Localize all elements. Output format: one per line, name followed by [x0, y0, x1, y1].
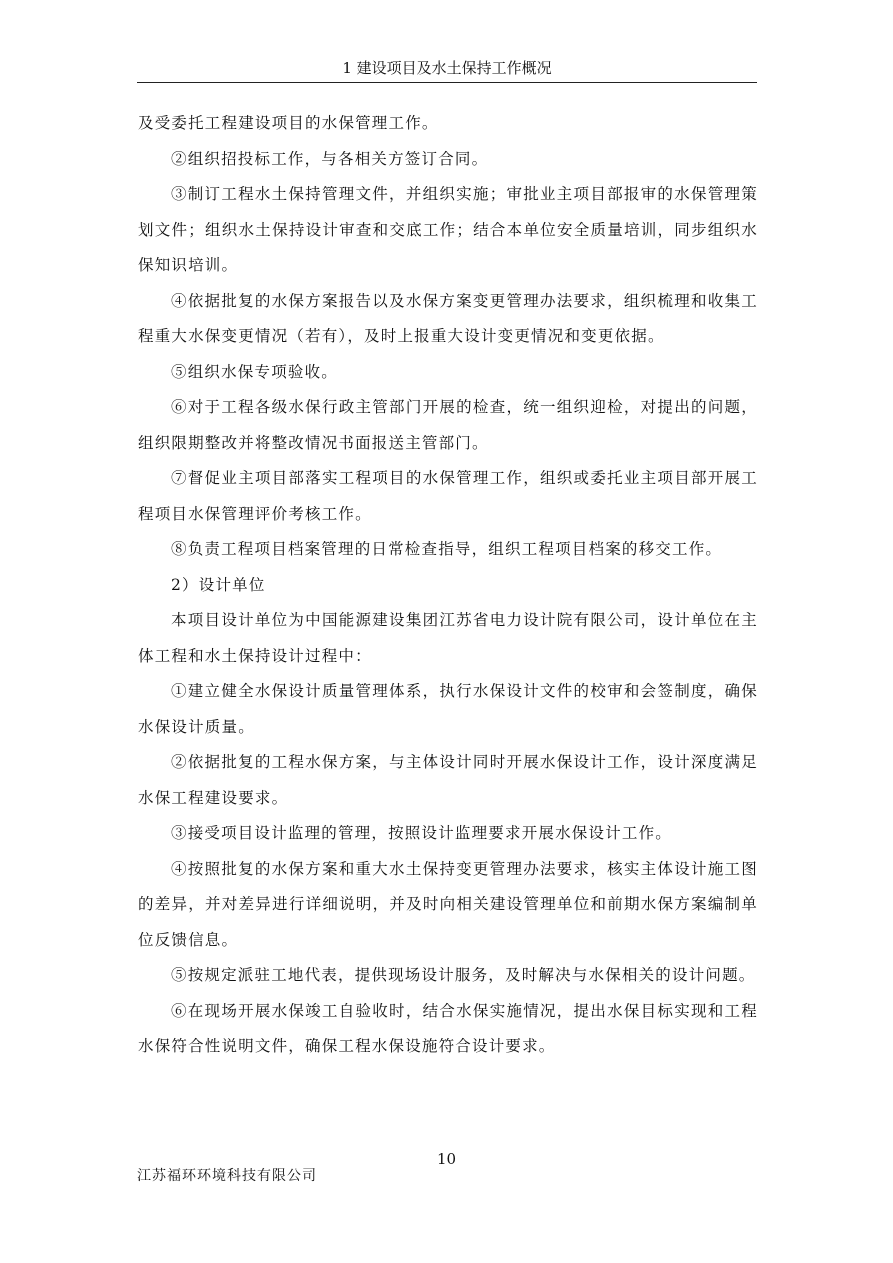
paragraph-design-item-2: ②依据批复的工程水保方案，与主体设计同时开展水保设计工作，设计深度满足水保工程建设要求。	[138, 753, 758, 807]
page-number: 10	[436, 1150, 457, 1168]
paragraph-item-5: ⑤组织水保专项验收。	[171, 362, 339, 381]
paragraph-continuation: 及受委托工程建设项目的水保管理工作。	[138, 114, 439, 132]
paragraph-design-item-1: ①建立健全水保设计质量管理体系，执行水保设计文件的校审和会签制度，确保水保设计质量。	[138, 682, 758, 736]
running-header: 1 建设项目及水土保持工作概况	[342, 59, 552, 77]
paragraph-item-6: ⑥对于工程各级水保行政主管部门开展的检查，统一组织迎检，对提出的问题，组织限期整改并将整改情况书面报送主管部门。	[138, 398, 758, 452]
paragraph-design-item-5: ⑤按规定派驻工地代表，提供现场设计服务，及时解决与水保相关的设计问题。	[171, 966, 756, 984]
paragraph-item-2: ②组织招投标工作，与各相关方签订合同。	[171, 149, 489, 168]
paragraph-item-3: ③制订工程水土保持管理文件，并组织实施；审批业主项目部报审的水保管理策划文件；组织水土保持设计审查和交底工作；结合本单位安全质量培训，同步组织水保知识培训。	[138, 185, 758, 274]
body-text	[138, 106, 758, 1065]
paragraph-design-item-3: ③接受项目设计监理的管理，按照设计监理要求开展水保设计工作。	[171, 824, 673, 842]
paragraph-design-item-6: ⑥在现场开展水保竣工自验收时，结合水保实施情况，提出水保目标实现和工程水保符合性说明文件，确保工程水保设施符合设计要求。	[138, 1001, 758, 1055]
paragraph-item-8: ⑧负责工程项目档案管理的日常检查指导，组织工程项目档案的移交工作。	[171, 540, 723, 558]
header-rule	[137, 82, 757, 83]
section-heading-design-unit: 2）设计单位	[171, 575, 266, 594]
paragraph-design-intro: 本项目设计单位为中国能源建设集团江苏省电力设计院有限公司，设计单位在主体工程和水土保持设计过程中：	[138, 611, 758, 665]
paragraph-design-item-4: ④按照批复的水保方案和重大水土保持变更管理办法要求，核实主体设计施工图的差异，并对差异进行详细说明，并及时向相关建设管理单位和前期水保方案编制单位反馈信息。	[138, 859, 758, 949]
paragraph-item-7: ⑦督促业主项目部落实工程项目的水保管理工作，组织或委托业主项目部开展工程项目水保管理评价考核工作。	[138, 469, 758, 523]
footer-company: 江苏福环环境科技有限公司	[137, 1168, 317, 1184]
paragraph-item-4: ④依据批复的水保方案报告以及水保方案变更管理办法要求，组织梳理和收集工程重大水保变更情况（若有），及时上报重大设计变更情况和变更依据。	[138, 291, 758, 345]
